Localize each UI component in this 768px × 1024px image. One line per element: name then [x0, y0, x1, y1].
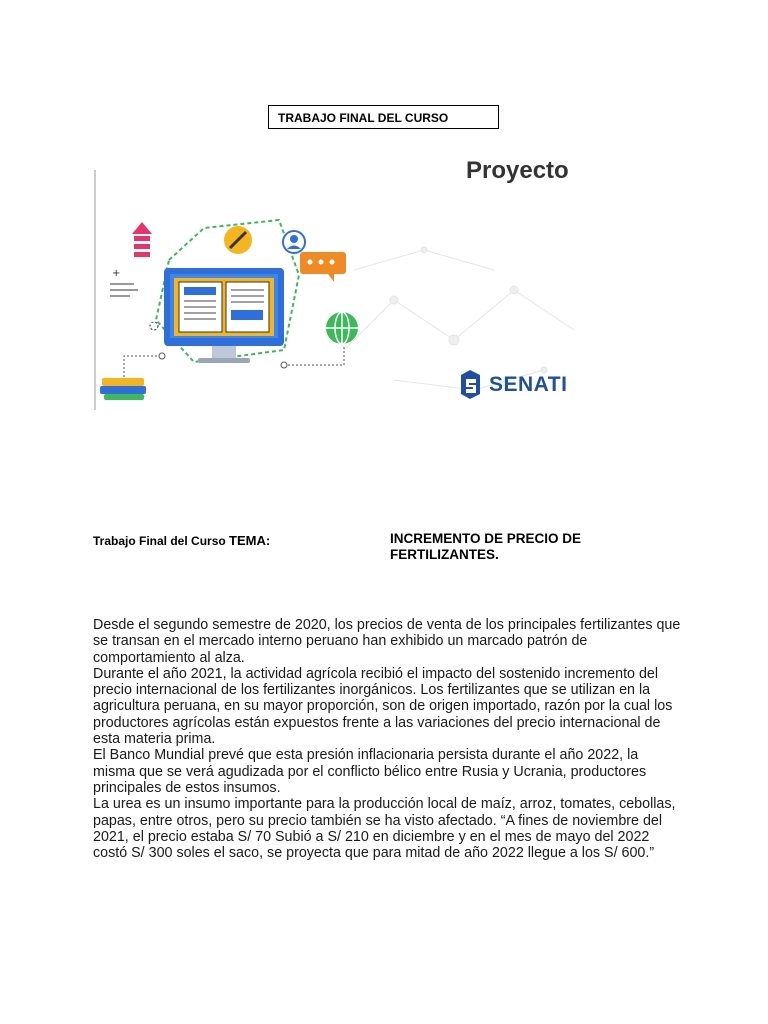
- pencil-icon: [224, 226, 252, 254]
- globe-icon: [326, 312, 358, 344]
- body-text: [93, 617, 683, 861]
- topic-title: [390, 531, 650, 563]
- svg-text:+: +: [112, 268, 121, 279]
- books-stack-icon: [100, 378, 146, 400]
- chat-bubble-icon: [300, 252, 346, 282]
- body-paragraph: La urea es un insumo importante para la producción local de maíz, arroz, tomates, cebollas, papas, entre otros, pero su precio también se ha visto afectado. “A fines de noviembre del 2021, el precio estaba S/ 70 Subió a S/ 210 en diciembre y en el mes de mayo del 2022 costó S/ 300 soles el saco, se proyecta que para mitad de año 2022 llegue a los S/ 600.”: [93, 796, 676, 862]
- body-paragraph: El Banco Mundial prevé que esta presión inflacionaria persista durante el año 2022, la misma que se verá agudizada por el conflicto bélico entre Rusia y Ucrania, productores principales de estos insumos.: [93, 747, 647, 796]
- course-title-box: [268, 105, 499, 129]
- open-book-icon: [174, 278, 274, 336]
- topic-title-line-2: FERTILIZANTES.: [390, 547, 499, 562]
- topic-title-line-1: INCREMENTO DE PRECIO DE: [390, 531, 582, 546]
- course-title-label: TRABAJO FINAL DEL CURSO: [278, 111, 449, 125]
- senati-brand-text: SENATI: [489, 373, 568, 396]
- body-paragraph: Desde el segundo semestre de 2020, los precios de venta de los principales fertilizantes que se transan en el mercado interno peruano han exhibido un marcado patrón de comportamiento al alza.: [93, 617, 681, 666]
- topic-label: TEMA:: [229, 533, 271, 548]
- body-paragraph: Durante el año 2021, la actividad agrícola recibió el impacto del sostenido incremento del precio internacional de los fertilizantes inorgánicos. Los fertilizantes que se utilizan en la agricultura peruana, en su mayor proporción, son de origen importado, razón por la cual los productores agrícolas están expuestos frente a las variaciones del precio internacional de esta materia prima.: [93, 665, 673, 748]
- user-icon: [283, 231, 305, 253]
- topic-label-line: [93, 533, 270, 548]
- arrow-up-icon: [132, 222, 152, 257]
- senati-logo-icon: [461, 370, 480, 399]
- banner-heading: Proyecto: [466, 157, 569, 184]
- topic-prefix: Trabajo Final del Curso: [93, 534, 226, 548]
